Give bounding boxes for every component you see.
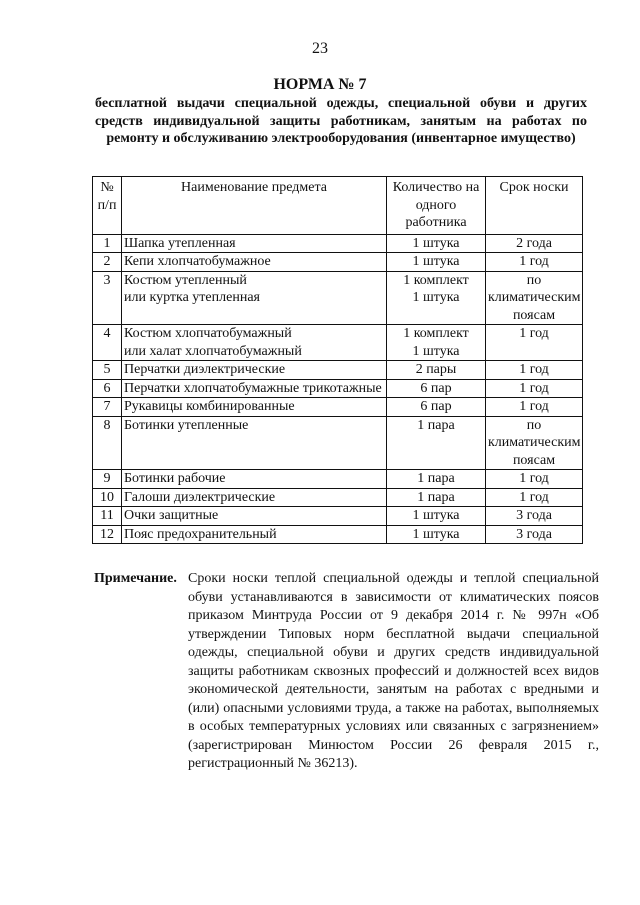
row-num: 6 — [93, 379, 122, 398]
row-term: 1 год — [486, 361, 583, 380]
row-num: 7 — [93, 398, 122, 417]
row-qty: 1 комплект 1 штука — [387, 271, 486, 325]
row-qty: 6 пар — [387, 398, 486, 417]
row-num: 8 — [93, 416, 122, 470]
row-term: 1 год — [486, 488, 583, 507]
row-num: 1 — [93, 234, 122, 253]
row-name: Пояс предохранительный — [122, 525, 387, 544]
row-num: 11 — [93, 507, 122, 526]
row-qty: 1 штука — [387, 507, 486, 526]
row-name: Шапка утепленная — [122, 234, 387, 253]
row-num: 5 — [93, 361, 122, 380]
table-row — [93, 379, 583, 398]
row-term: 3 года — [486, 525, 583, 544]
table-row — [93, 470, 583, 489]
table-row — [93, 361, 583, 380]
row-qty: 1 штука — [387, 525, 486, 544]
row-name: Кепи хлопчатобумажное — [122, 253, 387, 272]
note-text: Сроки носки теплой специальной одежды и теплой специальной обуви устанавливаются в зависимости от климатических поясов приказом Минтруда России от 9 декабря 2014 г. № 997н «Об утверждении Типовых норм бесплатной выдачи специальной одежды, специальной обуви и других средств индивидуальной защиты работникам сквозных профессий и должностей всех видов экономической деятельности, занятым на работах с вредными и (или) опасными условиями труда, а также на работах, выполняемых в особых температурных условиях или связанных с загрязнением» (зарегистрирован Минюстом России 26 февраля 2015 г., регистрационный № 36213). — [188, 571, 599, 771]
row-name: Костюм утепленный или куртка утепленная — [122, 271, 387, 325]
row-qty: 1 комплект 1 штука — [387, 325, 486, 361]
row-term: 3 года — [486, 507, 583, 526]
row-term: 2 года — [486, 234, 583, 253]
table-row — [93, 271, 583, 325]
row-name: Перчатки диэлектрические — [122, 361, 387, 380]
row-term: 1 год — [486, 398, 583, 417]
row-term: по климатическим поясам — [486, 416, 583, 470]
header-term: Срок носки — [486, 177, 583, 235]
row-term: 1 год — [486, 253, 583, 272]
row-name: Ботинки утепленные — [122, 416, 387, 470]
table-row — [93, 507, 583, 526]
row-qty: 1 пара — [387, 416, 486, 470]
note-label: Примечание. — [94, 571, 177, 586]
row-num: 4 — [93, 325, 122, 361]
row-name: Перчатки хлопчатобумажные трикотажные — [122, 379, 387, 398]
row-name: Рукавицы комбинированные — [122, 398, 387, 417]
row-name: Костюм хлопчатобумажный или халат хлопчатобумажный — [122, 325, 387, 361]
row-qty: 1 штука — [387, 234, 486, 253]
table-row — [93, 325, 583, 361]
row-name: Галоши диэлектрические — [122, 488, 387, 507]
table-row — [93, 253, 583, 272]
row-qty: 6 пар — [387, 379, 486, 398]
row-term: 1 год — [486, 379, 583, 398]
row-name: Ботинки рабочие — [122, 470, 387, 489]
row-num: 10 — [93, 488, 122, 507]
row-qty: 1 штука — [387, 253, 486, 272]
norms-table — [92, 176, 583, 544]
table-row — [93, 525, 583, 544]
row-num: 3 — [93, 271, 122, 325]
table-row — [93, 488, 583, 507]
row-qty: 1 пара — [387, 470, 486, 489]
row-qty: 1 пара — [387, 488, 486, 507]
page-number: 23 — [312, 40, 328, 57]
row-name: Очки защитные — [122, 507, 387, 526]
row-term: 1 год — [486, 325, 583, 361]
header-num: № п/п — [93, 177, 122, 235]
header-name: Наименование предмета — [122, 177, 387, 235]
header-qty: Количество на одного работника — [387, 177, 486, 235]
table-row — [93, 398, 583, 417]
row-num: 12 — [93, 525, 122, 544]
row-term: 1 год — [486, 470, 583, 489]
table-header-row — [93, 177, 583, 235]
row-term: по климатическим поясам — [486, 271, 583, 325]
row-qty: 2 пары — [387, 361, 486, 380]
row-num: 2 — [93, 253, 122, 272]
document-subtitle: бесплатной выдачи специальной одежды, специальной обуви и других средств индивидуальной защиты работникам, занятым на работах по ремонту и обслуживанию электрооборудования (инвентарное имущество) — [95, 96, 587, 146]
table-row — [93, 416, 583, 470]
table-row — [93, 234, 583, 253]
document-title: НОРМА № 7 — [273, 76, 367, 93]
row-num: 9 — [93, 470, 122, 489]
